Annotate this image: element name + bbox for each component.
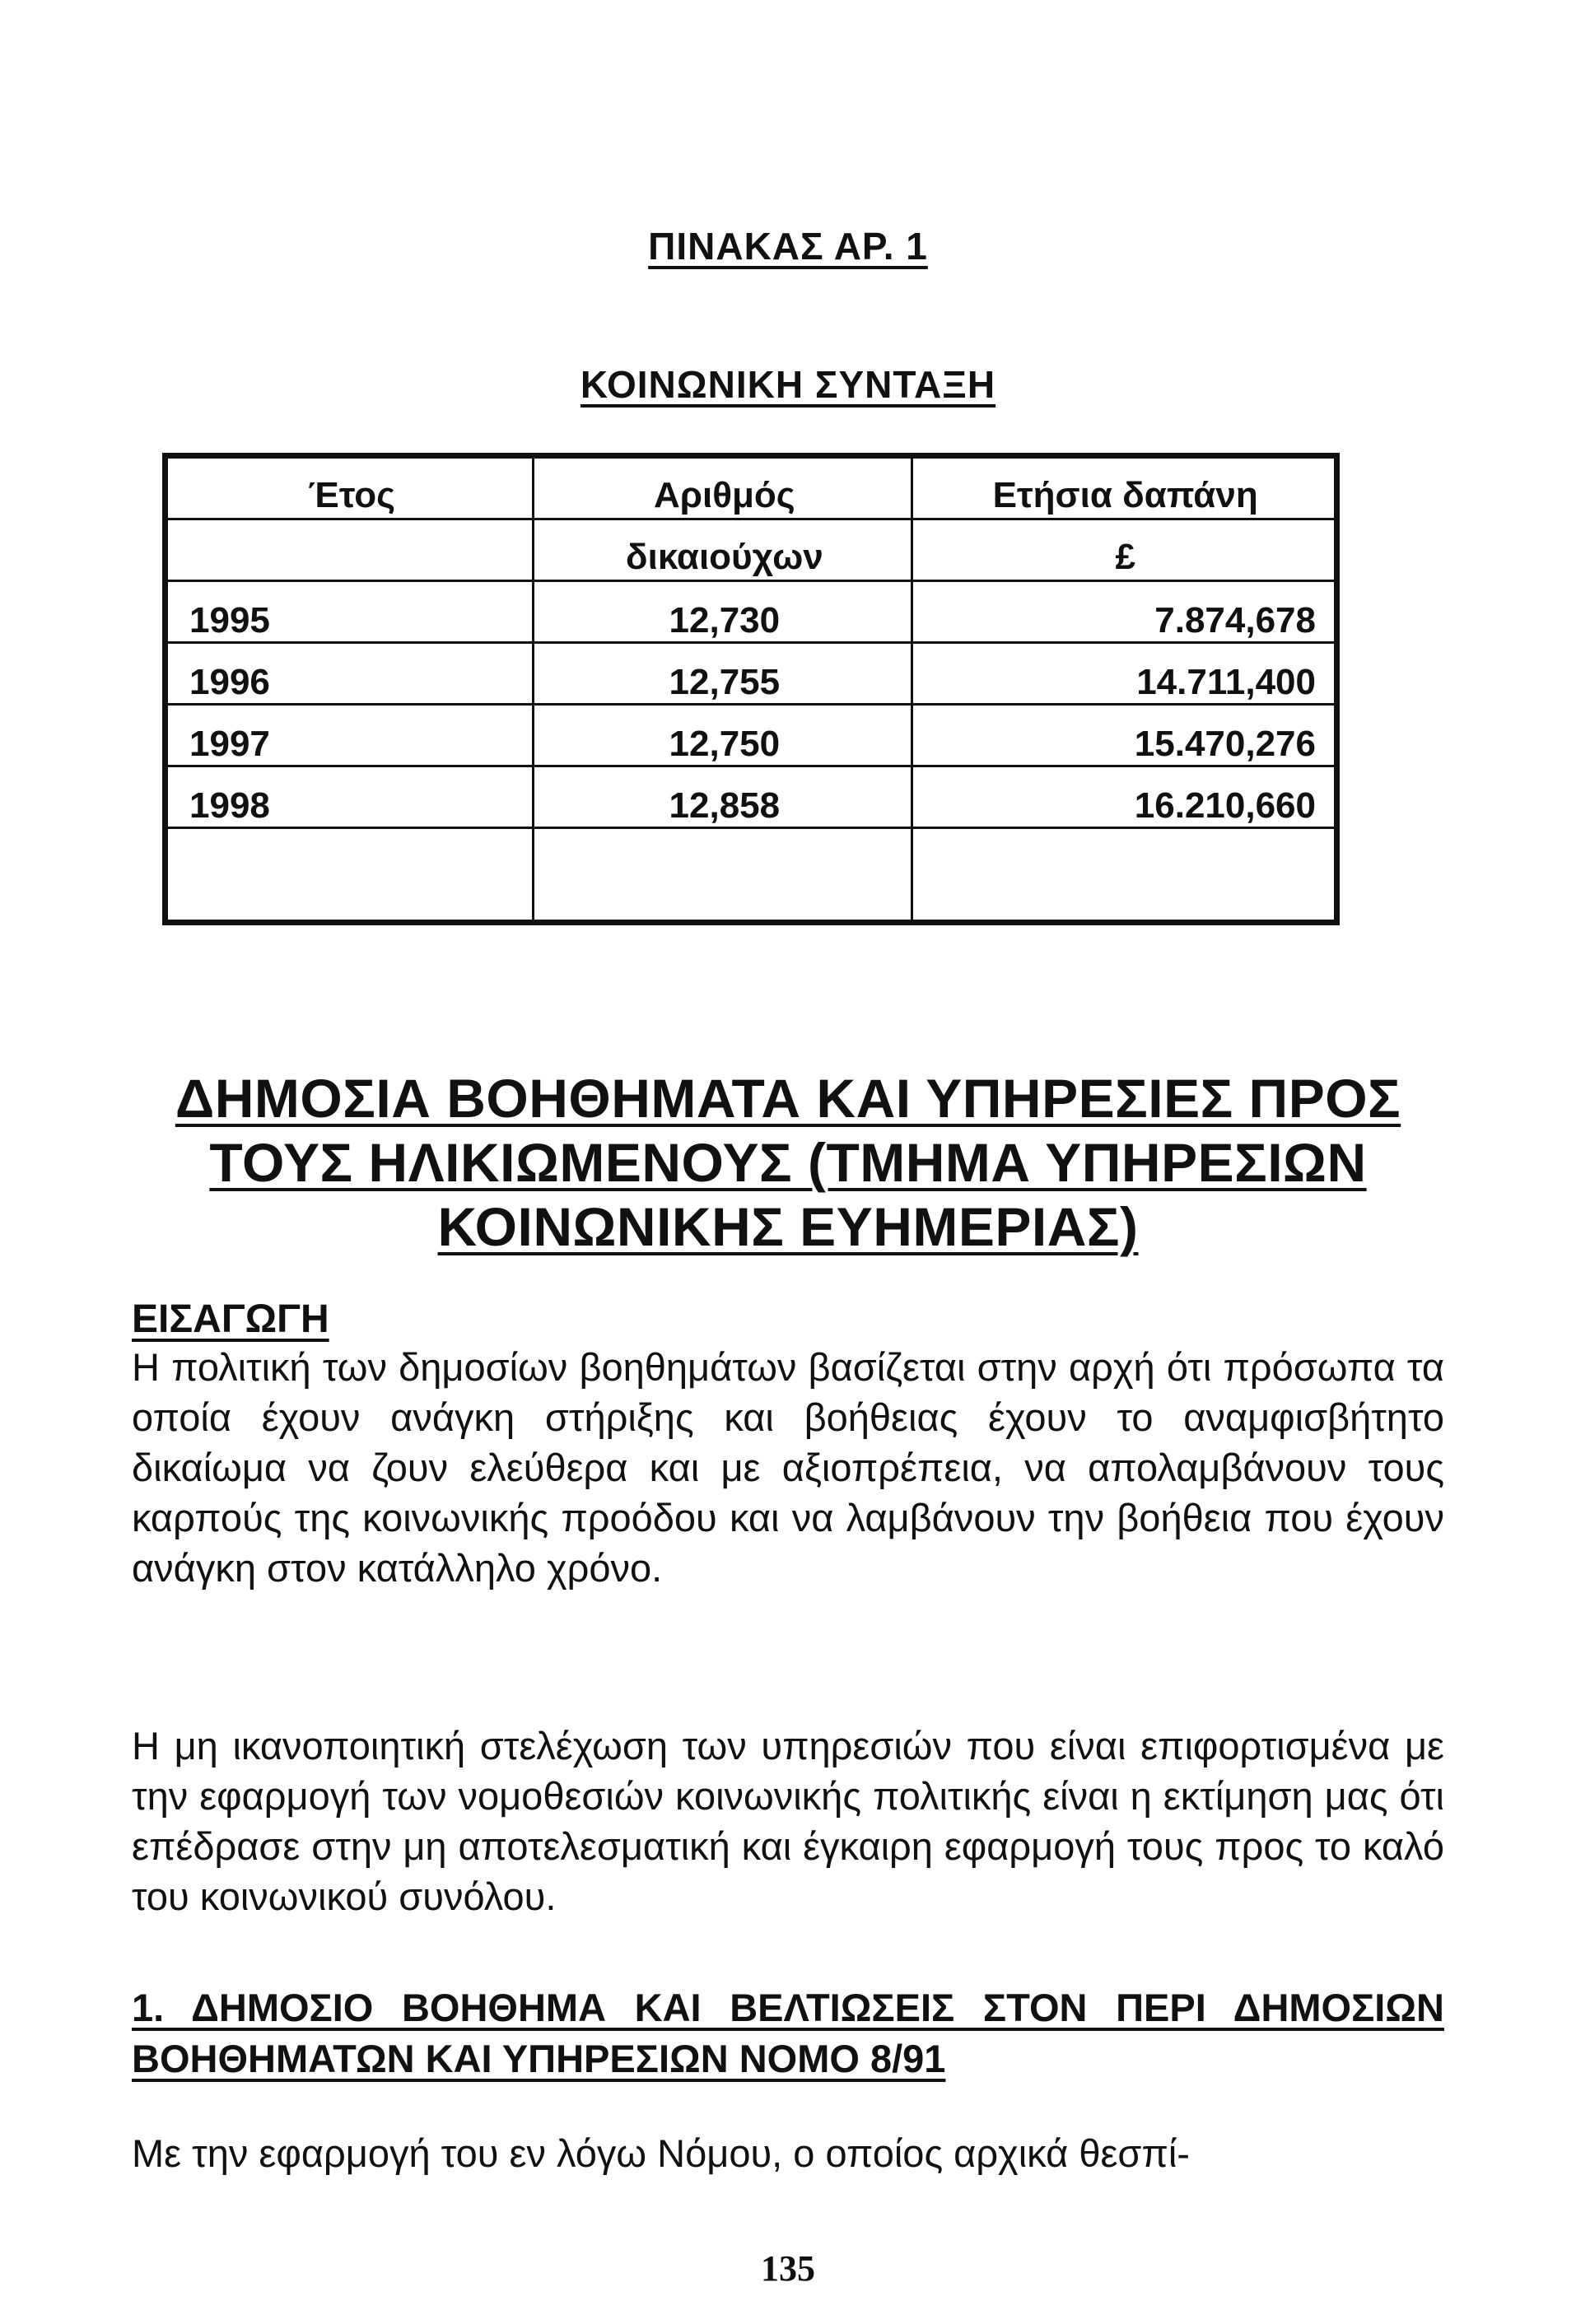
cell-expenditure: 15.470,276 — [912, 705, 1337, 766]
empty-cell — [912, 828, 1337, 923]
cell-expenditure: 7.874,678 — [912, 581, 1337, 643]
section-heading — [132, 1066, 1444, 1259]
paragraph-2: Η μη ικανοποιητική στελέχωση των υπηρεσιών που είναι επιφορτισμένα με την εφαρμογή των νομοθεσιών κοινωνικής πολιτικής είναι η εκτίμηση μας ότι επέδρασε στην μη αποτελεσματική και έγκαιρη εφαρμογή τους προς το καλό του κοινωνικού συνόλου. — [132, 1724, 1444, 1918]
table-row — [166, 581, 1337, 643]
cell-beneficiaries: 12,755 — [534, 643, 912, 705]
social-pension-table — [162, 453, 1340, 925]
cell-beneficiaries: 12,750 — [534, 705, 912, 766]
header-expenditure: Ετήσια δαπάνη — [912, 456, 1337, 519]
intro-title: ΕΙΣΑΓΩΓΗ — [132, 1297, 329, 1341]
empty-cell — [166, 828, 534, 923]
cell-beneficiaries: 12,730 — [534, 581, 912, 643]
header-expenditure-unit: £ — [912, 519, 1337, 581]
cell-year: 1995 — [166, 581, 534, 643]
cell-year: 1997 — [166, 705, 534, 766]
table-header-row — [166, 456, 1337, 519]
table-row — [166, 643, 1337, 705]
cell-year: 1996 — [166, 643, 534, 705]
page-number: 135 — [761, 2248, 815, 2289]
cell-expenditure: 16.210,660 — [912, 766, 1337, 828]
table-header-row-2 — [166, 519, 1337, 581]
table-title: ΚΟΙΝΩΝΙΚΗ ΣΥΝΤΑΞΗ — [580, 363, 996, 406]
table-row — [166, 766, 1337, 828]
header-beneficiaries: Αριθμός — [534, 456, 912, 519]
table-empty-row — [166, 828, 1337, 923]
paragraph-1: Η πολιτική των δημοσίων βοηθημάτων βασίζεται στην αρχή ότι πρόσωπα τα οποία έχουν ανάγκη στήριξης και βοήθειας έχουν το αναμφισβήτητο δικαίωμα να ζουν ελεύθερα και με αξιοπρέπεια, να απολαμβάνουν τους καρπούς της κοινωνικής προόδου και να λαμβάνουν την βοήθεια που έχουν ανάγκη στον κατάλληλο χρόνο. — [132, 1345, 1444, 1590]
paragraph-3: Με την εφαρμογή του εν λόγω Νόμου, ο οποίος αρχικά θεσπί- — [132, 2131, 1190, 2175]
cell-year: 1998 — [166, 766, 534, 828]
section-heading-line-3: ΚΟΙΝΩΝΙΚΗΣ ΕΥΗΜΕΡΙΑΣ) — [437, 1196, 1139, 1257]
header-year: Έτος — [166, 456, 534, 519]
header-beneficiaries-unit: δικαιούχων — [534, 519, 912, 581]
cell-beneficiaries: 12,858 — [534, 766, 912, 828]
section-heading-line-1: ΔΗΜΟΣΙΑ ΒΟΗΘΗΜΑΤΑ ΚΑΙ ΥΠΗΡΕΣΙΕΣ ΠΡΟΣ — [175, 1068, 1401, 1129]
table-number: ΠΙΝΑΚΑΣ ΑΡ. 1 — [648, 225, 928, 268]
subsection-title: 1. ΔΗΜΟΣΙΟ ΒΟΗΘΗΜΑ ΚΑΙ ΒΕΛΤΙΩΣΕΙΣ ΣΤΟΝ ΠΕΡΙ ΔΗΜΟΣΙΩΝ ΒΟΗΘΗΜΑΤΩΝ ΚΑΙ ΥΠΗΡΕΣΙΩΝ ΝΟΜΟ 8/91 — [132, 1986, 1444, 2080]
cell-expenditure: 14.711,400 — [912, 643, 1337, 705]
table-row — [166, 705, 1337, 766]
empty-cell — [534, 828, 912, 923]
header-year-blank — [166, 519, 534, 581]
section-heading-line-2: ΤΟΥΣ ΗΛΙΚΙΩΜΕΝΟΥΣ (ΤΜΗΜΑ ΥΠΗΡΕΣΙΩΝ — [209, 1132, 1367, 1193]
